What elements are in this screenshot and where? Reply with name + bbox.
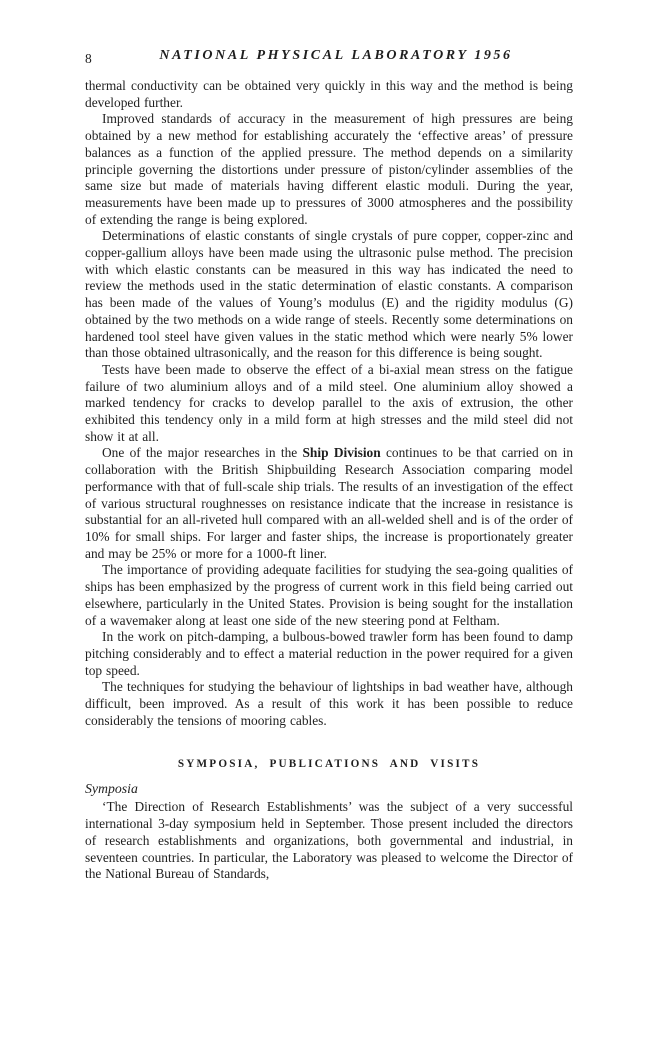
paragraph-lightships: The techniques for studying the behaviour of lightships in bad weather have, although difficult, been improved. As a result of this work it has been possible to reduce considerably the tensions of mooring cables.	[85, 679, 573, 728]
paragraph-high-pressures: Improved standards of accuracy in the measurement of high pressures are being obtained by a new method for establishing accurately the ‘effective areas’ of pressure balances as a function of the applied pressure. The method depends on a similarity principle governing the distortions under pressure of piston/cylinder assemblies of the same size but made of materials having different elastic moduli. During the year, measurements have been made up to pressures of 3000 atmospheres and the possibility of extending the range is being explored.	[85, 111, 573, 227]
page-header	[85, 48, 573, 70]
paragraph-symposium: ‘The Direction of Research Establishments’ was the subject of a very successful international 3-day symposium held in September. Those present included the directors of research establishments and organizations, both governmental and industrial, in seventeen countries. In particular, the Laboratory was pleased to welcome the Director of the National Bureau of Standards,	[85, 799, 573, 882]
running-title: NATIONAL PHYSICAL LABORATORY 1956	[159, 48, 513, 63]
page-number: 8	[85, 51, 93, 66]
text-block	[85, 48, 573, 883]
paragraph-sea-going: The importance of providing adequate facilities for studying the sea-going qualities of ships has been emphasized by the progress of current work in this field being carried out elsewhere, particularly in the United States. Provision is being sought for the installation of a wavemaker along at least one side of the new steering pond at Feltham.	[85, 562, 573, 628]
ship-division-bold: Ship Division	[302, 445, 381, 461]
paragraph-elastic-constants: Determinations of elastic constants of single crystals of pure copper, copper-zinc and copper-gallium alloys have been made using the ultrasonic pulse method. The precision with which elastic constants can be measured in this way has indicated the need to review the methods used in the static determination of elastic constants. A comparison has been made of the values of Young’s modulus (E) and the rigidity modulus (G) obtained by the two methods on a wide range of steels. Recently some determinations on hardened tool steel have given values in the static method which were nearly 5% lower than those obtained ultrasonically, and the reason for this difference is being sought.	[85, 228, 573, 361]
section-subheading: Symposia	[85, 781, 138, 797]
paragraph-ship-division	[85, 445, 573, 562]
paragraph-fatigue-tests: Tests have been made to observe the effect of a bi-axial mean stress on the fatigue failure of two aluminium alloys and of a mild steel. One aluminium alloy showed a marked tendency for cracks to develop parallel to the axis of extrusion, the other exhibited this tendency only in a mild form at high stresses and the mild steel did not show it at all.	[85, 361, 573, 444]
section-heading: SYMPOSIA, PUBLICATIONS AND VISITS	[177, 758, 481, 771]
paragraph-pitch-damping: In the work on pitch-damping, a bulbous-bowed trawler form has been found to damp pitching considerably and to effect a material reduction in the power required for a given top speed.	[85, 629, 573, 678]
paragraph-thermal-conductivity: thermal conductivity can be obtained very quickly in this way and the method is being developed further.	[85, 78, 573, 110]
ship-paragraph-pre: One of the major researches in the	[102, 445, 303, 461]
ship-paragraph-post: continues to be that carried on in collaboration with the British Shipbuilding Research Association comparing model performance with that of full-scale ship trials. The results of an investigation of the effect of various structural roughnesses on resistance indicate that the increase in resistance is substantial for an all-riveted hull compared with an all-welded shell and is of the order of 10% for small ships. For larger and faster ships, the increase is proportionately greater and may be 25% or more for a 1000-ft liner.	[85, 445, 574, 561]
